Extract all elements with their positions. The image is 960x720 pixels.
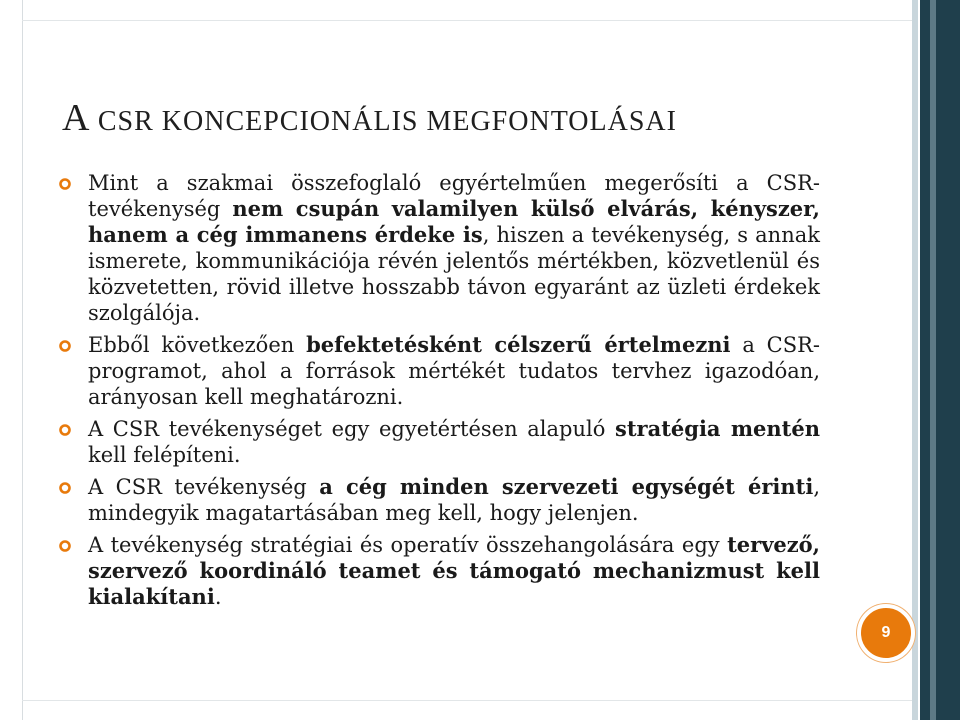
page-number-badge [857, 604, 915, 662]
bullet-item [58, 170, 820, 326]
slide-title-rest: CSR KONCEPCIONÁLIS MEGFONTOLÁSAI [97, 106, 677, 137]
bullet-text: A tevékenység stratégiai és operatív összehangolására egy [88, 533, 728, 557]
bullet-text: . [214, 585, 222, 609]
page-number: 9 [881, 624, 891, 641]
top-border-line [22, 20, 912, 21]
bullet-text: Mint a szakmai összefoglaló egyértelműen megerősíti a CSR-tevékenység [88, 171, 820, 221]
slide-title [62, 96, 677, 140]
left-border-line [22, 0, 23, 720]
bullet-text: A CSR tevékenységet egy egyetértésen alapuló [88, 417, 616, 441]
stripe-dark [920, 0, 930, 720]
bullet-text: A CSR tevékenység [88, 475, 320, 499]
bullet-text: , mindegyik magatartásában meg kell, hogy jelenjen. [88, 475, 820, 525]
bullet-text-bold: nem csupán valamilyen külső elvárás, kényszer, hanem a cég immanens érdeke is [88, 196, 820, 247]
circle-ring-icon [58, 481, 72, 495]
slide-title-initial: A [62, 97, 88, 139]
bullet-item [58, 532, 820, 610]
bullet-text-bold: tervező, szervező koordináló teamet és támogató mechanizmust kell kialakítani [88, 532, 820, 609]
bullet-item [58, 332, 820, 410]
bullet-text-bold: stratégia mentén [615, 416, 820, 441]
bullet-item [58, 416, 820, 468]
bullet-text: , hiszen a tevékenység, s annak ismerete, kommunikációja révén jelentős mértékben, közvetlenül és közvetetten, rövid illetve hosszabb távon egyaránt az üzleti érdekek szolgálója. [88, 223, 820, 325]
bullet-text-bold: a cég minden szervezeti egységét érinti [319, 474, 814, 499]
bullet-text: a CSR-programot, ahol a források mértékét tudatos tervhez igazodóan, arányosan kell meghatározni. [88, 333, 820, 409]
circle-ring-icon [58, 339, 72, 353]
bullet-text: kell felépíteni. [88, 443, 241, 467]
bullet-text: Ebből következően [88, 333, 307, 357]
stripe-light [912, 0, 918, 720]
stripe-dark-2 [936, 0, 960, 720]
circle-ring-icon [58, 177, 72, 191]
bullet-item [58, 474, 820, 526]
circle-ring-icon [58, 539, 72, 553]
bullet-list [58, 170, 820, 616]
circle-ring-icon [58, 423, 72, 437]
bullet-text-bold: befektetésként célszerű értelmezni [306, 332, 731, 357]
bottom-border-line [22, 700, 912, 701]
